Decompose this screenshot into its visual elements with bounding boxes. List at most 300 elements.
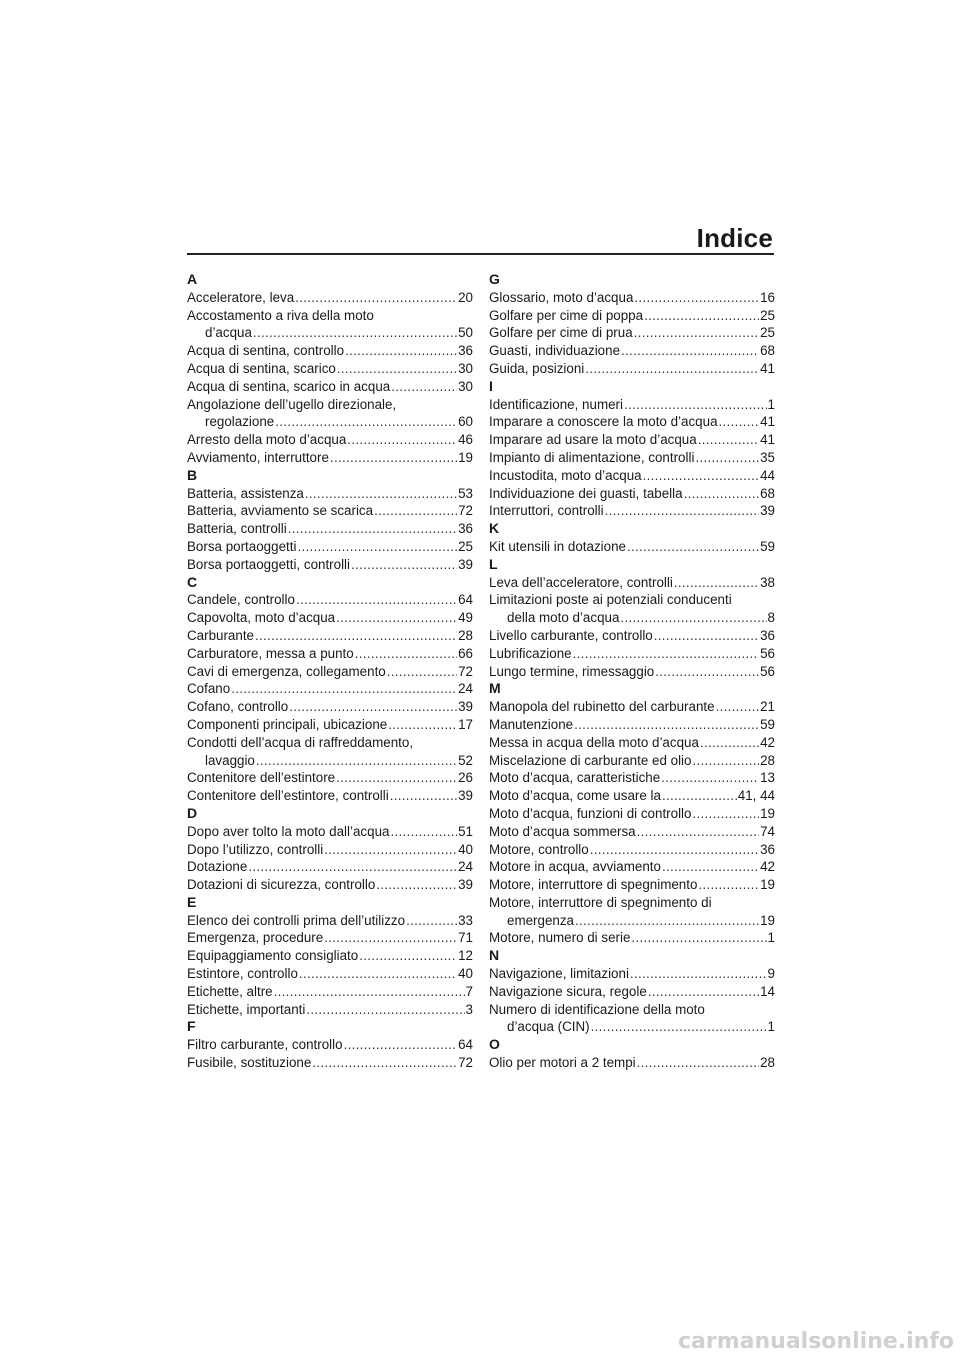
index-entry-line (489, 965, 775, 983)
index-entry (489, 449, 775, 467)
dot-leader (312, 1054, 457, 1072)
dot-leader (391, 378, 457, 396)
index-entry (187, 663, 473, 681)
index-section-letter: I (489, 377, 493, 394)
index-section-letter: K (489, 520, 500, 537)
index-entry-text: Capovolta, moto d’acqua (187, 610, 336, 626)
index-entry-page-number: 72 (458, 1055, 473, 1071)
index-entry-page-number: 39 (760, 503, 775, 519)
index-entry-line (489, 734, 775, 752)
index-entry (187, 983, 473, 1001)
index-entry-line (187, 609, 473, 627)
index-entry-text: Filtro carburante, controllo (187, 1037, 343, 1053)
index-entry (489, 485, 775, 503)
index-entry-text: Carburatore, messa a punto (187, 645, 354, 661)
index-entry-text: Emergenza, procedure (187, 930, 324, 946)
page-title: Indice (696, 223, 773, 253)
index-section-letter: D (187, 804, 198, 821)
index-entry-page-number: 64 (458, 592, 473, 608)
index-entry-page-number: 49 (458, 610, 473, 626)
index-entry (489, 965, 775, 983)
dot-leader (700, 734, 759, 752)
index-entry (489, 307, 775, 325)
index-entry-text: Impianto di alimentazione, controlli (489, 449, 695, 465)
index-entry-text: Lungo termine, rimessaggio (489, 663, 655, 679)
index-entry-text: Navigazione, limitazioni (489, 966, 629, 982)
dot-leader (253, 324, 457, 342)
dot-leader (387, 663, 457, 681)
index-entry-page-number: 39 (458, 699, 473, 715)
dot-leader (573, 645, 759, 663)
index-entry-page-number: 25 (760, 325, 775, 341)
index-entry-line (489, 787, 775, 805)
index-entry-page-number: 41 (760, 432, 775, 448)
index-entry-page-number: 41, 44 (737, 788, 775, 804)
index-entry-line (489, 752, 775, 770)
index-entry-line (489, 413, 775, 431)
index-entry-page-number: 24 (458, 681, 473, 697)
index-entry-page-number: 17 (458, 716, 473, 732)
dot-leader (388, 716, 457, 734)
index-entry-line (489, 574, 775, 592)
dot-leader (590, 841, 759, 859)
dot-leader (637, 1054, 759, 1072)
index-entry-line (489, 698, 775, 716)
index-entry (187, 929, 473, 947)
index-entry-page-number: 9 (767, 966, 775, 982)
index-entry-text: Manopola del rubinetto del carburante (489, 699, 715, 715)
index-entry (187, 716, 473, 734)
index-entry-page-number: 16 (760, 289, 775, 305)
index-entry-line (489, 841, 775, 859)
index-entry (187, 823, 473, 841)
index-entry-text: Cavi di emergenza, collegamento (187, 663, 386, 679)
index-entry-text: Contenitore dell’estintore (187, 770, 336, 786)
index-entry (489, 1001, 775, 1037)
index-entry-text: regolazione (205, 414, 275, 430)
index-entry (187, 307, 473, 343)
dot-leader (692, 752, 759, 770)
title-divider (187, 253, 774, 255)
index-entry (489, 289, 775, 307)
dot-leader (655, 663, 759, 681)
dot-leader (299, 965, 457, 983)
index-entry-line (187, 520, 473, 538)
index-entry-page-number: 1 (767, 1019, 775, 1035)
index-entry (187, 396, 473, 432)
index-entry-line (489, 538, 775, 556)
dot-leader (274, 983, 465, 1001)
dot-leader (648, 983, 759, 1001)
index-entry-page-number: 36 (458, 521, 473, 537)
index-entry-line (187, 289, 473, 307)
index-entry-text: Candele, controllo (187, 592, 295, 608)
index-entry-page-number: 20 (458, 289, 473, 305)
index-entry-line (187, 378, 473, 396)
dot-leader (674, 574, 759, 592)
index-entry (187, 965, 473, 983)
index-entry-page-number: 19 (760, 805, 775, 821)
dot-leader (306, 1001, 464, 1019)
dot-leader (376, 876, 457, 894)
index-entry-text: Etichette, importanti (187, 1001, 306, 1017)
index-entry (489, 431, 775, 449)
index-entry-page-number: 13 (760, 770, 775, 786)
index-entry-line (489, 324, 775, 342)
index-entry-text: Cofano (187, 681, 231, 697)
index-entry (489, 929, 775, 947)
index-entry-line (187, 342, 473, 360)
index-entry-continuation (187, 752, 473, 770)
index-section-letter: O (489, 1036, 500, 1053)
index-entry-text: Golfare per cime di poppa (489, 307, 644, 323)
index-entry-text: Interruttori, controlli (489, 503, 604, 519)
index-entry-page-number: 24 (458, 859, 473, 875)
dot-leader (324, 929, 457, 947)
index-entry (489, 574, 775, 592)
index-entry-line (187, 663, 473, 681)
dot-leader (574, 716, 759, 734)
index-entry-text: Leva dell’acceleratore, controlli (489, 574, 673, 590)
dot-leader (295, 289, 457, 307)
index-entry (489, 360, 775, 378)
index-entry-line (187, 556, 473, 574)
index-entry-continuation (489, 912, 775, 930)
index-entry (187, 680, 473, 698)
index-entry-page-number: 41 (760, 360, 775, 376)
index-entry-text: Moto d’acqua, funzioni di controllo (489, 805, 692, 821)
index-entry-text: Incustodita, moto d’acqua (489, 467, 642, 483)
dot-leader (591, 1018, 767, 1036)
dot-leader (390, 787, 457, 805)
index-entry-page-number: 71 (458, 930, 473, 946)
index-section-letter: E (187, 893, 197, 910)
index-entry-text: Batteria, controlli (187, 521, 287, 537)
index-entry (489, 591, 775, 627)
index-entry-line (187, 769, 473, 787)
index-entry-line (187, 396, 473, 414)
index-entry (489, 698, 775, 716)
index-entry-text: Lubrificazione (489, 645, 572, 661)
index-entry-page-number: 59 (760, 716, 775, 732)
index-entry-text: Numero di identificazione della moto (489, 1001, 705, 1017)
index-section-letter: M (489, 680, 501, 697)
index-entry-text: Identificazione, numeri (489, 396, 623, 412)
dot-leader (344, 1036, 458, 1054)
index-entry-line (489, 396, 775, 414)
index-entry (489, 627, 775, 645)
index-entry-page-number: 42 (760, 734, 775, 750)
index-entry (187, 1036, 473, 1054)
index-entry (489, 805, 775, 823)
dot-leader (585, 360, 759, 378)
index-entry-page-number: 1 (767, 930, 775, 946)
index-entry-page-number: 68 (760, 343, 775, 359)
index-entry-line (187, 858, 473, 876)
index-entry-line (489, 983, 775, 1001)
index-entry-page-number: 46 (458, 432, 473, 448)
index-column-left (187, 271, 473, 1072)
index-entry-text: Dopo l’utilizzo, controlli (187, 841, 324, 857)
index-entry-page-number: 39 (458, 556, 473, 572)
dot-leader (336, 609, 457, 627)
index-entry (489, 858, 775, 876)
index-entry-text: Avviamento, interruttore (187, 449, 329, 465)
index-entry (187, 556, 473, 574)
index-entry-text: Dotazione (187, 859, 248, 875)
index-entry-text: Motore in acqua, avviamento (489, 859, 661, 875)
index-entry (187, 520, 473, 538)
index-entry-text: d’acqua (205, 325, 252, 341)
index-entry-line (187, 823, 473, 841)
index-entry-text: Motore, controllo (489, 841, 589, 857)
index-entry-page-number: 25 (760, 307, 775, 323)
index-entry-page-number: 72 (458, 663, 473, 679)
index-entry-line (187, 449, 473, 467)
index-entry-page-number: 40 (458, 966, 473, 982)
index-entry-line (489, 805, 775, 823)
index-entry-line (489, 307, 775, 325)
index-entry-line (489, 627, 775, 645)
index-entry-line (187, 787, 473, 805)
index-entry (187, 289, 473, 307)
dot-leader (256, 752, 457, 770)
index-column-right (489, 271, 775, 1072)
index-entry-text: Motore, numero di serie (489, 930, 631, 946)
index-entry (489, 876, 775, 894)
dot-leader (337, 360, 457, 378)
index-entry-page-number: 42 (760, 859, 775, 875)
dot-leader (719, 413, 760, 431)
index-entry-line (489, 894, 775, 912)
dot-leader (698, 876, 759, 894)
index-entry-line (489, 591, 775, 609)
index-entry (187, 645, 473, 663)
dot-leader (661, 769, 759, 787)
index-entry-text: Glossario, moto d’acqua (489, 289, 634, 305)
index-entry-text: Livello carburante, controllo (489, 627, 653, 643)
index-entry-text: Moto d’acqua, come usare la (489, 788, 661, 804)
index-entry-text: Imparare ad usare la moto d’acqua (489, 432, 697, 448)
index-entry-text: Limitazioni poste ai potenziali conducenti (489, 592, 732, 608)
index-entry (489, 324, 775, 342)
index-entry (187, 769, 473, 787)
index-entry (489, 752, 775, 770)
dot-leader (662, 858, 759, 876)
index-section-letter: N (489, 947, 500, 964)
index-entry-page-number: 74 (760, 823, 775, 839)
dot-leader (288, 520, 457, 538)
index-entry-page-number: 52 (458, 752, 473, 768)
index-entry (489, 841, 775, 859)
dot-leader (351, 556, 457, 574)
dot-leader (684, 485, 760, 503)
index-entry (187, 947, 473, 965)
index-section-letter: F (187, 1018, 196, 1035)
index-entry-text: Acqua di sentina, controllo (187, 343, 345, 359)
index-entry-page-number: 30 (458, 378, 473, 394)
dot-leader (575, 912, 759, 930)
index-entry-page-number: 36 (760, 841, 775, 857)
dot-leader (390, 823, 457, 841)
index-entry (489, 787, 775, 805)
index-entry-page-number: 19 (760, 912, 775, 928)
index-entry-text: Acqua di sentina, scarico (187, 360, 336, 376)
index-entry-text: Fusibile, sostituzione (187, 1055, 312, 1071)
index-entry-line (489, 342, 775, 360)
index-entry-text: Golfare per cime di prua (489, 325, 633, 341)
index-entry-line (489, 858, 775, 876)
index-entry-page-number: 25 (458, 538, 473, 554)
index-entry-text: Batteria, assistenza (187, 485, 304, 501)
index-entry-text: Accostamento a riva della moto (187, 307, 374, 323)
index-entry (187, 698, 473, 716)
dot-leader (324, 841, 457, 859)
dot-leader (374, 502, 457, 520)
index-entry-text: Cofano, controllo (187, 699, 289, 715)
index-entry-line (489, 449, 775, 467)
index-entry-line (187, 929, 473, 947)
index-section-letter: C (187, 573, 198, 590)
index-entry-text: Estintore, controllo (187, 966, 298, 982)
dot-leader (248, 858, 457, 876)
dot-leader (621, 342, 759, 360)
index-entry-page-number: 66 (458, 645, 473, 661)
dot-leader (289, 698, 457, 716)
index-entry-line (187, 716, 473, 734)
index-entry-line (489, 1001, 775, 1019)
index-section-letter: B (187, 466, 198, 483)
index-entry-line (489, 431, 775, 449)
dot-leader (355, 645, 457, 663)
index-entry-line (187, 485, 473, 503)
index-section-letter: G (489, 271, 500, 287)
dot-leader (630, 965, 767, 983)
index-entry (187, 502, 473, 520)
index-entry-page-number: 59 (760, 538, 775, 554)
index-entry-page-number: 30 (458, 360, 473, 376)
index-entry-page-number: 56 (760, 663, 775, 679)
index-entry-text: Batteria, avviamento se scarica (187, 503, 374, 519)
index-entry-text: Imparare a conoscere la moto d’acqua (489, 414, 718, 430)
index-entry (489, 823, 775, 841)
index-entry-line (187, 360, 473, 378)
dot-leader (692, 805, 759, 823)
index-entry (489, 538, 775, 556)
index-section-letter: A (187, 271, 198, 287)
index-entry-line (187, 947, 473, 965)
index-entry-line (489, 716, 775, 734)
index-entry (489, 413, 775, 431)
dot-leader (347, 431, 457, 449)
dot-leader (644, 307, 759, 325)
dot-leader (231, 680, 457, 698)
dot-leader (605, 502, 759, 520)
index-entry-line (187, 1001, 473, 1019)
index-entry-line (489, 485, 775, 503)
index-entry-page-number: 41 (760, 414, 775, 430)
dot-leader (345, 342, 457, 360)
index-entry (187, 431, 473, 449)
index-entry-line (187, 307, 473, 325)
index-entry-line (187, 502, 473, 520)
index-entry-page-number: 14 (760, 983, 775, 999)
index-entry-page-number: 44 (760, 467, 775, 483)
index-entry-text: Borsa portaoggetti, controlli (187, 556, 351, 572)
dot-leader (624, 396, 767, 414)
index-entry-page-number: 19 (458, 449, 473, 465)
dot-leader (275, 413, 457, 431)
index-entry-text: Arresto della moto d’acqua (187, 432, 347, 448)
index-entry (489, 716, 775, 734)
index-entry-text: Elenco dei controlli prima dell’utilizzo (187, 912, 406, 928)
dot-leader (359, 947, 457, 965)
index-entry-text: Manutenzione (489, 716, 574, 732)
index-entry (187, 609, 473, 627)
index-entry-page-number: 1 (767, 396, 775, 412)
index-entry-continuation (489, 1018, 775, 1036)
index-entry-page-number: 28 (458, 627, 473, 643)
index-entry-page-number: 28 (760, 1055, 775, 1071)
index-entry-page-number: 38 (760, 574, 775, 590)
index-entry-text: Carburante (187, 627, 254, 643)
dot-leader (716, 698, 760, 716)
index-entry-line (187, 538, 473, 556)
index-entry-page-number: 19 (760, 877, 775, 893)
index-entry-line (489, 502, 775, 520)
dot-leader (336, 769, 457, 787)
index-entry-page-number: 36 (760, 627, 775, 643)
index-entry-line (187, 680, 473, 698)
index-entry-text: della moto d’acqua (507, 610, 620, 626)
index-entry-text: Individuazione dei guasti, tabella (489, 485, 683, 501)
index-entry-text: Kit utensili in dotazione (489, 538, 626, 554)
index-entry-continuation (187, 324, 473, 342)
index-entry-page-number: 40 (458, 841, 473, 857)
index-entry-line (187, 841, 473, 859)
index-entry (187, 734, 473, 770)
index-entry-text: Dotazioni di sicurezza, controllo (187, 877, 376, 893)
index-entry-page-number: 8 (767, 610, 775, 626)
index-entry (187, 627, 473, 645)
index-entry (187, 342, 473, 360)
index-entry-text: emergenza (507, 912, 574, 928)
dot-leader (637, 823, 759, 841)
index-entry-line (187, 1054, 473, 1072)
index-entry (489, 467, 775, 485)
index-entry-text: Condotti dell’acqua di raffreddamento, (187, 734, 414, 750)
dot-leader (297, 538, 457, 556)
dot-leader (631, 929, 766, 947)
dot-leader (643, 467, 759, 485)
index-entry-text: Olio per motori a 2 tempi (489, 1055, 636, 1071)
dot-leader (296, 591, 457, 609)
index-entry-line (187, 627, 473, 645)
index-entry-line (187, 645, 473, 663)
index-entry-text: Angolazione dell’ugello direzionale, (187, 396, 397, 412)
dot-leader (695, 449, 759, 467)
index-entry-page-number: 36 (458, 343, 473, 359)
dot-leader (330, 449, 457, 467)
index-entry-line (187, 983, 473, 1001)
dot-leader (698, 431, 759, 449)
index-entry-line (187, 431, 473, 449)
index-entry (187, 485, 473, 503)
index-entry-page-number: 28 (760, 752, 775, 768)
index-entry (187, 912, 473, 930)
index-entry-text: Etichette, altre (187, 983, 273, 999)
index-entry-line (187, 734, 473, 752)
